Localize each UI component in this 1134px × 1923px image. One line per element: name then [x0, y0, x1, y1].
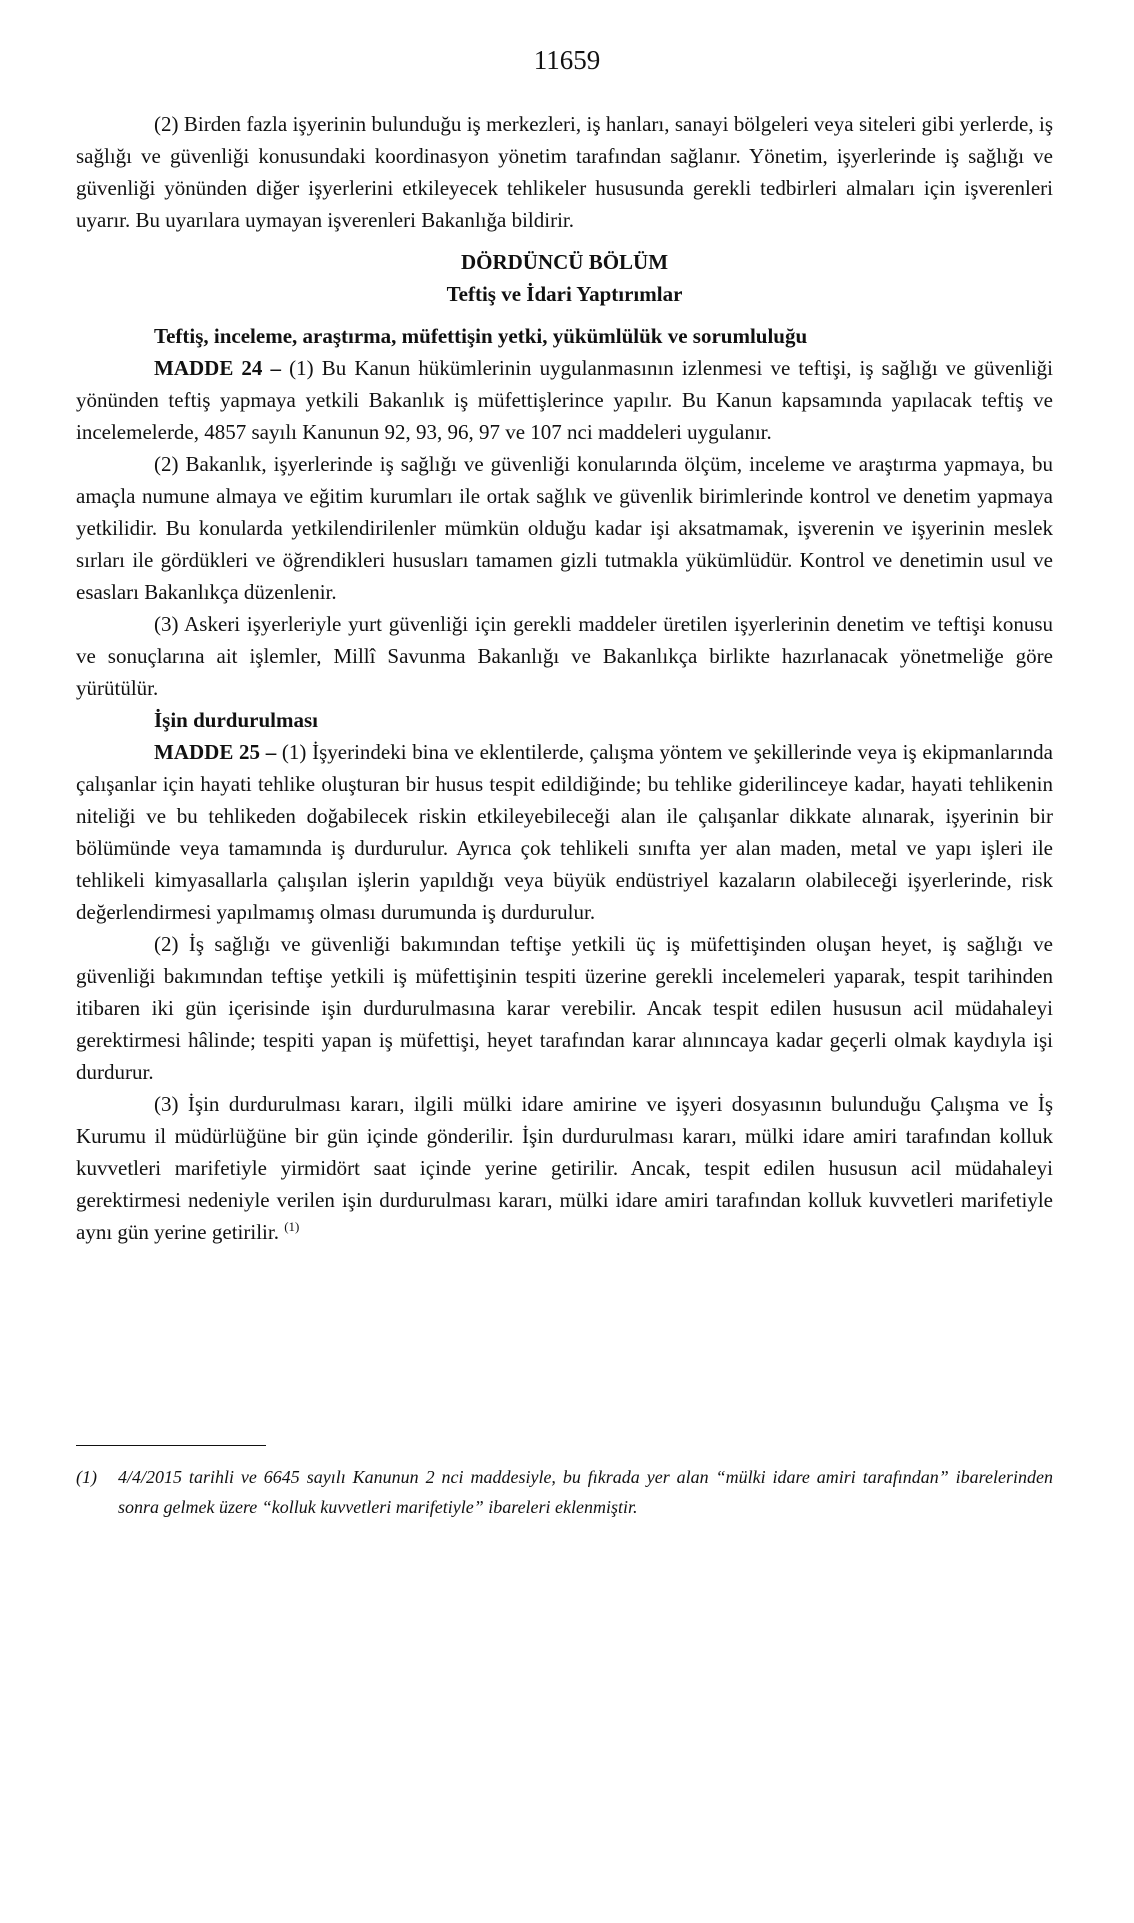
article-24-paragraph-2: (2) Bakanlık, işyerlerinde iş sağlığı ve güvenliği konularında ölçüm, inceleme ve araştırma yapmaya, bu amaçla numune almaya ve eğitim kurumları ile ortak sağlık ve güvenlik birimlerinde kontrol ve denetim yapmaya yetkilidir. Bu konularda yetkilendirilenler mümkün olduğu kadar işi aksatmamak, işverenin ve işyerinin meslek sırları ile gördükleri ve öğrendikleri hususları tamamen gizli tutmakla yükümlüdür. Kontrol ve denetimin usul ve esasları Bakanlıkça düzenlenir. [76, 452, 1053, 604]
article-25-paragraph-2: (2) İş sağlığı ve güvenliği bakımından teftişe yetkili üç iş müfettişinden oluşan heyet, iş sağlığı ve güvenliği bakımından teftişe yetkili iş müfettişinin tespiti üzerine gerekli incelemeleri yaparak, tespit tarihinden itibaren iki gün içerisinde işin durdurulmasına karar verebilir. Ancak tespit edilen hususun acil müdahaleyi gerektirmesi hâlinde; tespiti yapan iş müfettişi, heyet tarafından karar alınıncaya kadar geçerli olmak kaydıyla işi durdurur. [76, 932, 1053, 1084]
article-25-paragraph-3-text: (3) İşin durdurulması kararı, ilgili mülki idare amirine ve işyeri dosyasının bulunduğu Çalışma ve İş Kurumu il müdürlüğüne bir gün içinde gönderilir. İşin durdurulması kararı, mülki idare amiri tarafından kolluk kuvvetleri marifetiyle yirmidört saat içinde yerine getirilir. Ancak, tespit edilen hususun acil müdahaleyi gerektirmesi nedeniyle verilen işin durdurulması kararı, mülki idare amiri tarafından kolluk kuvvetleri marifetiyle aynı gün yerine getirilir. [76, 1092, 1053, 1244]
article-25-paragraph-1 [76, 736, 1053, 928]
article-24-label: MADDE 24 – [154, 356, 282, 380]
footnote [76, 1462, 1053, 1522]
article-25-title: İşin durdurulması [154, 708, 318, 732]
article-23-paragraph-2: (2) Birden fazla işyerinin bulunduğu iş merkezleri, iş hanları, sanayi bölgeleri veya siteleri gibi yerlerde, iş sağlığı ve güvenliği konusundaki koordinasyon yönetim tarafından sağlanır. Yönetim, işyerlerinde iş sağlığı ve güvenliği yönünden diğer işyerlerini etkileyecek tehlikeler hususunda gerekli tedbirleri almaları için işverenleri uyarır. Bu uyarılara uymayan işverenleri Bakanlığa bildirir. [76, 112, 1053, 232]
article-25-paragraph-3 [76, 1088, 1053, 1248]
footnote-reference: (1) [284, 1219, 300, 1234]
section-title: Teftiş ve İdari Yaptırımlar [446, 282, 683, 306]
article-24-title: Teftiş, inceleme, araştırma, müfettişin yetki, yükümlülük ve sorumluluğu [154, 324, 808, 348]
section-heading: DÖRDÜNCÜ BÖLÜM [460, 250, 669, 274]
document-body [76, 108, 1053, 1248]
article-24-paragraph-1-text: (1) Bu Kanun hükümlerinin uygulanmasının izlenmesi ve teftişi, iş sağlığı ve güvenliği yönünden teftiş yapmaya yetkili Bakanlık iş müfettişlerince yapılır. Bu Kanun kapsamında yapılacak teftiş ve incelemelerde, 4857 sayılı Kanunun 92, 93, 96, 97 ve 107 nci maddeleri uygulanır. [76, 356, 1053, 444]
article-25-label: MADDE 25 – [154, 740, 277, 764]
article-25-paragraph-1-text: (1) İşyerindeki bina ve eklentilerde, çalışma yöntem ve şekillerinde veya iş ekipmanlarında çalışanlar için hayati tehlike oluşturan bir husus tespit edildiğinde; bu tehlike giderilinceye kadar, hayati tehlikenin niteliği ve bu tehlikeden doğabilecek riskin etkileyebileceği alan ile çalışanlar dikkate alınarak, işyerinin bir bölümünde veya tamamında iş durdurulur. Ayrıca çok tehlikeli sınıfta yer alan maden, metal ve yapı işleri ile tehlikeli kimyasallarla çalışılan işlerin yapıldığı veya büyük endüstriyel kazaların olabileceği işyerlerinde, risk değerlendirmesi yapılmamış olması durumunda iş durdurulur. [76, 740, 1053, 924]
article-24-paragraph-3: (3) Askeri işyerleriyle yurt güvenliği için gerekli maddeler üretilen işyerlerinin denetim ve teftişi konusu ve sonuçlarına ait işlemler, Millî Savunma Bakanlığı ve Bakanlıkça birlikte hazırlanacak yönetmeliğe göre yürütülür. [76, 612, 1053, 700]
footnote-marker: (1) [76, 1467, 97, 1487]
footnote-text: 4/4/2015 tarihli ve 6645 sayılı Kanunun 2 nci maddesiyle, bu fıkrada yer alan “mülki idare amiri tarafından” ibarelerinden sonra gelmek üzere “kolluk kuvvetleri marifetiyle” ibareleri eklenmiştir. [118, 1467, 1053, 1517]
article-24-paragraph-1 [76, 352, 1053, 448]
page-number: 11659 [533, 45, 601, 75]
footnote-divider [76, 1445, 266, 1446]
